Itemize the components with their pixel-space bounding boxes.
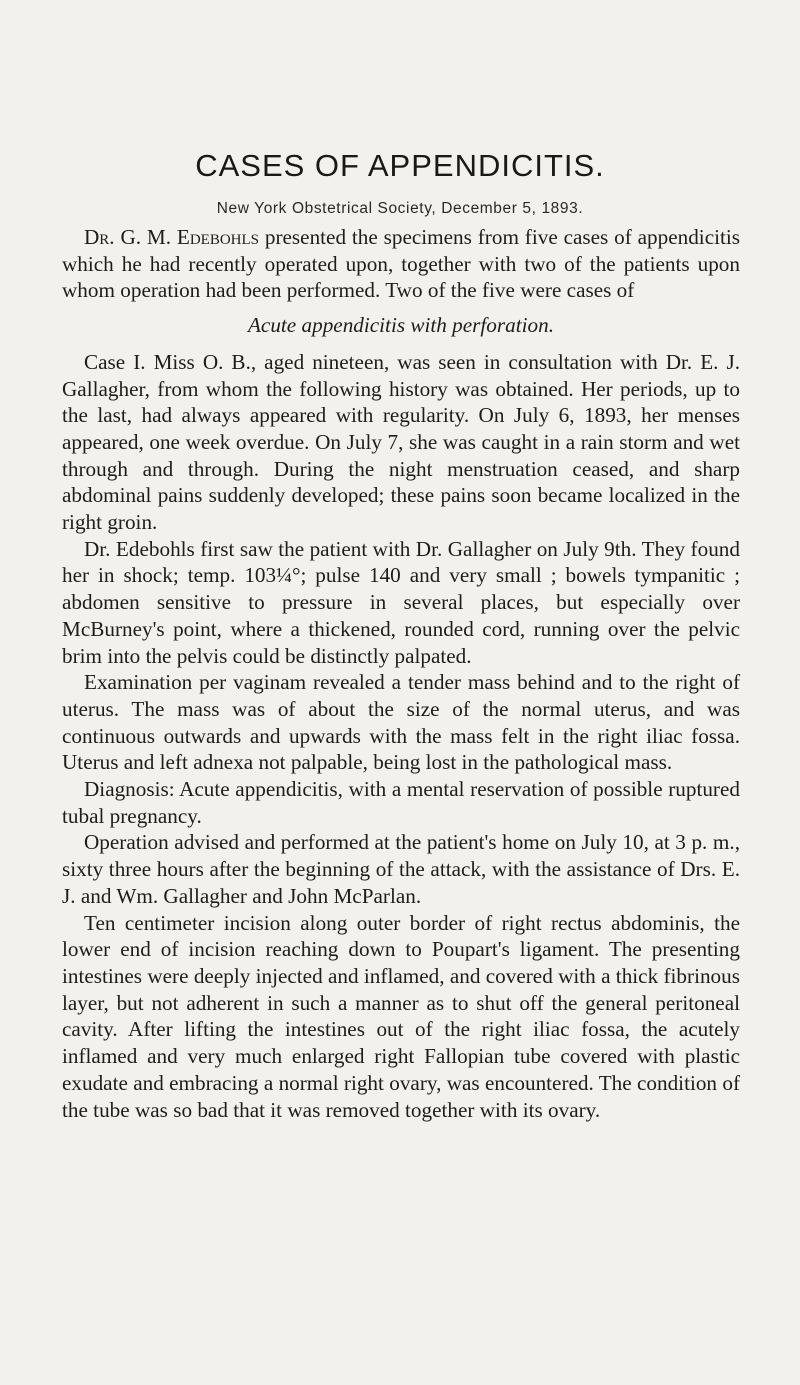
section-heading: Acute appendicitis with perforation. <box>247 313 554 338</box>
presenter-name: Dr. G. M. Edebohls <box>84 225 260 249</box>
paragraph-case-1: Case I. Miss O. B., aged nineteen, was seen in consultation with Dr. E. J. Gallagher, from whom the following history was obtained. Her periods, up to the last, had always appeared with regularity. On July 6, 1893, her menses appeared, one week overdue. On July 7, she was caught in a rain storm and wet through and through. During the night menstruation ceased, and sharp abdominal pains suddenly developed; these pains soon became localized in the right groin. <box>62 349 740 535</box>
paragraph-examination: Examination per vaginam revealed a tender mass behind and to the right of uterus. The mass was of about the size of the normal uterus, and was continuous outwards and upwards with the mass felt in the right iliac fossa. Uterus and left adnexa not palpable, being lost in the pathological mass. <box>62 670 740 775</box>
paragraph-diagnosis: Diagnosis: Acute appendicitis, with a mental reservation of possible ruptured tubal pregnancy. <box>62 777 740 828</box>
paragraph-incision: Ten centimeter incision along outer border of right rectus abdominis, the lower end of incision reaching down to Poupart's ligament. The presenting intestines were deeply injected and inflamed, and covered with a thick fibrinous layer, but not adherent in such a manner as to shut off the general peritoneal cavity. After lifting the intestines out of the right iliac fossa, the acutely inflamed and very much enlarged right Fallopian tube covered with plastic exudate and embracing a normal right ovary, was encountered. The condition of the tube was so bad that it was removed together with its ovary. <box>62 910 740 1122</box>
intro-text: presented the specimens from five cases of appendicitis which he had recently operated upon, together with two of the patients upon whom operation had been performed. Two of the five were cases of <box>62 225 741 303</box>
intro-paragraph <box>62 224 740 304</box>
page-title: CASES OF APPENDICITIS. <box>195 148 605 183</box>
page-subtitle: New York Obstetrical Society, December 5, 1893. <box>216 200 584 217</box>
paragraph-first-visit: Dr. Edebohls first saw the patient with Dr. Gallagher on July 9th. They found her in shock; temp. 103¼°; pulse 140 and very small ; bowels tympanitic ; abdomen sensitive to pressure in several places, but especially over McBurney's point, where a thickened, rounded cord, running over the pelvic brim into the pelvis could be distinctly palpated. <box>62 536 740 668</box>
document-body <box>62 224 740 1123</box>
paragraph-operation: Operation advised and performed at the patient's home on July 10, at 3 p. m., sixty three hours after the beginning of the attack, with the assistance of Drs. E. J. and Wm. Gallagher and John McParlan. <box>62 830 740 908</box>
